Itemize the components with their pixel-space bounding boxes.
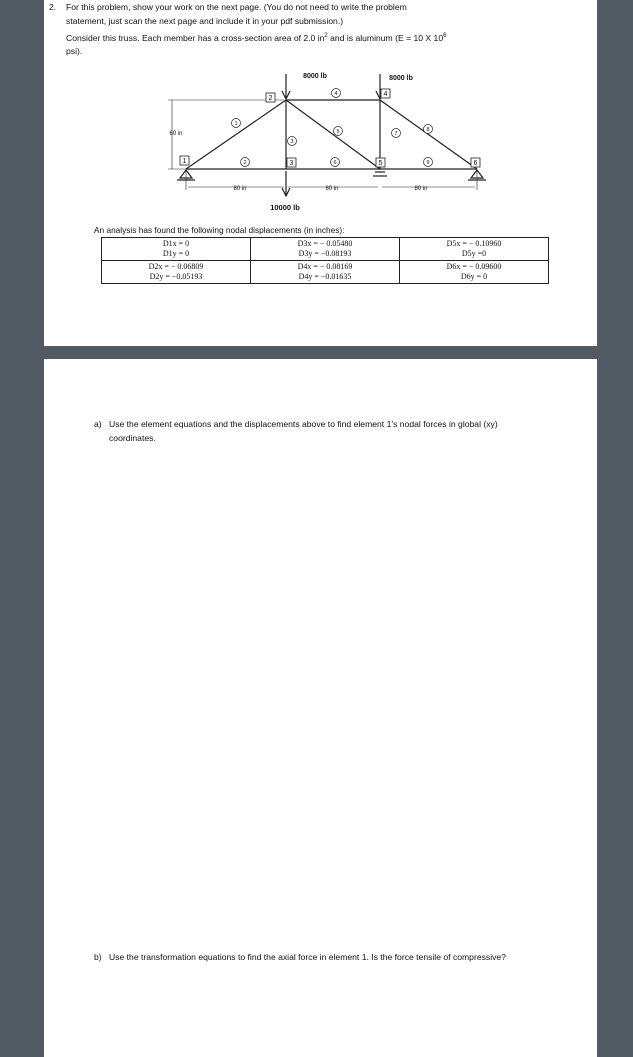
truss-member	[186, 100, 286, 169]
problem-line-1: For this problem, show your work on the next page. (You do not need to write the problem	[66, 2, 407, 12]
span-label: 80 in	[414, 186, 428, 192]
height-label: 60 in	[169, 131, 183, 137]
table-cell: D6x = − 0.09600 D6y = 0	[400, 261, 549, 284]
part-b-label: b)	[94, 952, 102, 962]
load-label-bottom: 10000 lb	[270, 203, 300, 212]
element-label: 8	[426, 127, 430, 133]
table-cell: D1x = 0 D1y = 0	[102, 238, 251, 261]
table-row	[102, 238, 549, 261]
element-label: 9	[426, 160, 430, 166]
element-label: 4	[334, 91, 338, 97]
node-label: 3	[289, 160, 294, 167]
node-label: 5	[378, 160, 383, 167]
displacement-table	[101, 237, 549, 284]
span-label: 80 in	[233, 186, 247, 192]
problem-line-4: psi).	[66, 46, 83, 56]
node-label: 2	[268, 95, 273, 102]
table-cell: D4x = − 0.08169 D4y = −0.01635	[251, 261, 400, 284]
problem-line-2: statement, just scan the next page and include it in your pdf submission.)	[66, 16, 344, 26]
part-a-line-2: coordinates.	[109, 433, 156, 443]
analysis-intro: An analysis has found the following nodal displacements (in inches):	[94, 225, 345, 235]
load-label-top-left: 8000 lb	[303, 73, 327, 80]
span-label: 80 in	[325, 186, 339, 192]
element-label: 2	[243, 160, 247, 166]
part-b-line-1: Use the transformation equations to find the axial force in element 1. Is the force tensile of compressive?	[109, 952, 506, 962]
element-label: 7	[394, 131, 398, 137]
element-label: 1	[234, 121, 238, 127]
node-label: 6	[473, 160, 478, 167]
table-cell: D2x = − 0.06809 D2y = −0.05193	[102, 261, 251, 284]
element-label: 6	[333, 160, 337, 166]
element-label: 5	[336, 129, 340, 135]
problem-number: 2.	[49, 2, 57, 12]
table-cell: D3x = − 0.05480 D3y = −0.08193	[251, 238, 400, 261]
problem-line-3: Consider this truss. Each member has a cross-section area of 2.0 $in^2$ and is aluminum (E = 10 X $10^6$	[66, 32, 447, 43]
node-label: 4	[383, 91, 388, 98]
load-label-top-right: 8000 lb	[389, 75, 413, 82]
truss-diagram	[0, 0, 633, 230]
table-row	[102, 261, 549, 284]
part-a-line-1: Use the element equations and the displacements above to find element 1’s nodal forces in global (xy)	[109, 419, 498, 429]
part-a-label: a)	[94, 419, 102, 429]
node-label: 1	[182, 158, 187, 165]
table-cell: D5x = − 0.10960 D5y =0	[400, 238, 549, 261]
element-label: 3	[290, 139, 294, 145]
